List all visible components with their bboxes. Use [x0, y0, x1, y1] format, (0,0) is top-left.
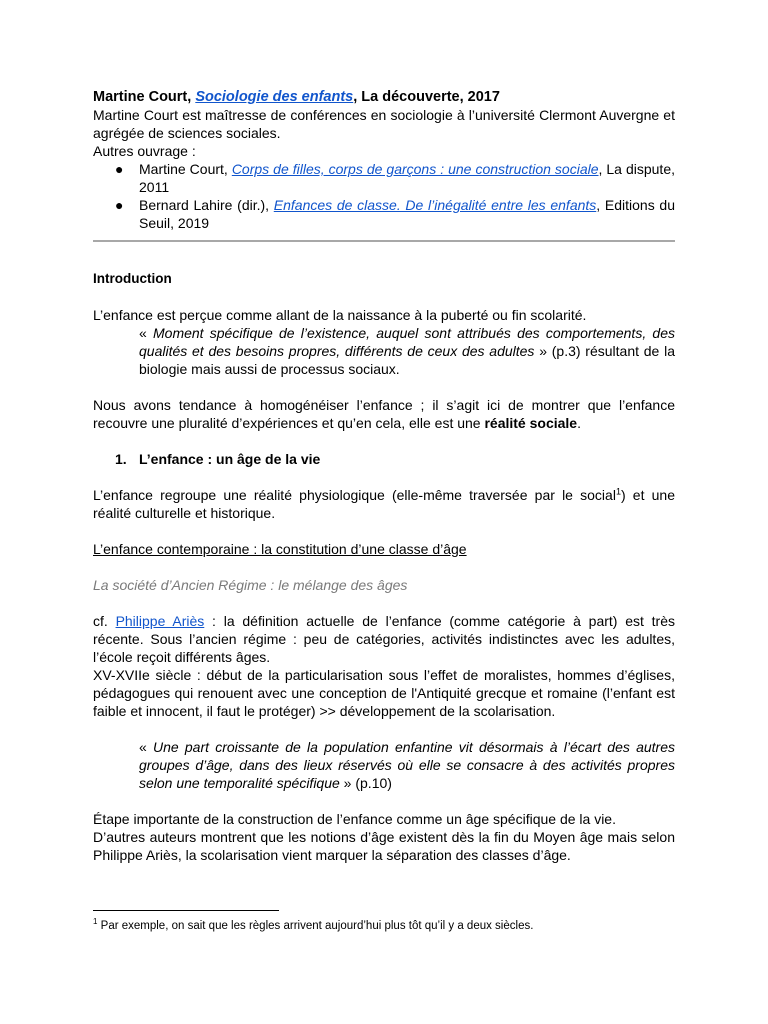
- intro-quote: « Moment spécifique de l’existence, auquel sont attribués des comportements, des qualités et des besoins propres, différents de ceux des adultes » (p.3) résultant de la biologie mais aussi de processus sociaux.: [139, 325, 675, 377]
- section-1-paragraph-5: D’autres auteurs montrent que les notions d’âge existent dès la fin du Moyen âge mais selon Philippe Ariès, la scolarisation vient marquer la séparation des classes d’âge.: [93, 829, 675, 863]
- sub-subheading: La société d’Ancien Régime : le mélange des âges: [93, 577, 408, 593]
- horizontal-divider: [93, 240, 675, 242]
- section-1-paragraph-3: XV-XVIIe siècle : début de la particularisation sous l’effet de moralistes, hommes d’églises, pédagogues qui renouent avec une conception de l'Antiquité grecque et romaine (l’enfant est faible et innocent, il faut le protéger) >> développement de la scolarisation.: [93, 667, 675, 719]
- work-link[interactable]: Enfances de classe. De l’inégalité entre les enfants: [273, 197, 597, 213]
- introduction-heading: Introduction: [93, 271, 172, 286]
- intro-paragraph-2: Nous avons tendance à homogénéiser l’enfance ; il s’agit ici de montrer que l’enfance recouvre une pluralité d’expériences et qu’en cela, elle est une réalité sociale.: [93, 397, 675, 431]
- document-heading: [93, 88, 675, 106]
- section-1-paragraph: L’enfance regroupe une réalité physiologique (elle-même traversée par le social$^1$) et une réalité culturelle et historique.: [93, 486, 675, 521]
- work-link[interactable]: Corps de filles, corps de garçons : une construction sociale: [231, 161, 599, 177]
- bullet-icon: ●: [115, 197, 124, 213]
- section-1-quote: « Une part croissante de la population enfantine vit désormais à l’écart des autres groupes d’âge, dans des lieux réservés où elle se consacre à des activités propres selon une temporalité spécifique » (p.10): [139, 739, 675, 791]
- other-works-label: Autres ouvrage :: [93, 143, 196, 159]
- footnote-divider: [93, 910, 279, 911]
- author-bio: Martine Court est maîtresse de conférences en sociologie à l’université Clermont Auvergne et agrégée de sciences sociales.: [93, 107, 675, 141]
- list-item: ● Bernard Lahire (dir.), Enfances de classe. De l’inégalité entre les enfants, Editions du Seuil, 2019: [115, 197, 675, 231]
- section-1-heading: 1. L’enfance : un âge de la vie: [115, 451, 321, 467]
- intro-paragraph: L’enfance est perçue comme allant de la naissance à la puberté ou fin scolarité.: [93, 307, 587, 323]
- footnote-reference[interactable]: 1: [615, 486, 621, 497]
- author-name: Martine Court,: [93, 89, 196, 105]
- philippe-aries-link[interactable]: Philippe Ariès: [115, 613, 205, 629]
- footnote: $^1$ Par exemple, on sait que les règles arrivent aujourd’hui plus tôt qu’il y a deux siècles.: [93, 917, 534, 932]
- bullet-icon: ●: [115, 161, 124, 177]
- other-works-list: [93, 160, 675, 232]
- section-1-paragraph-4: Étape importante de la construction de l’enfance comme un âge spécifique de la vie.: [93, 811, 616, 827]
- subheading: L’enfance contemporaine : la constitution d’une classe d’âge: [93, 541, 467, 557]
- book-title-link[interactable]: Sociologie des enfants: [195, 89, 354, 105]
- document-page: [93, 88, 675, 864]
- publisher-year: , La découverte, 2017: [353, 89, 500, 105]
- section-1-paragraph-2: cf. Philippe Ariès : la définition actuelle de l’enfance (comme catégorie à part) est très récente. Sous l’ancien régime : peu de catégories, activités indistinctes avec les adultes, l’école reçoit différents âges.: [93, 613, 676, 665]
- list-item: ● Martine Court, Corps de filles, corps de garçons : une construction sociale, La dispute, 2011: [115, 161, 676, 195]
